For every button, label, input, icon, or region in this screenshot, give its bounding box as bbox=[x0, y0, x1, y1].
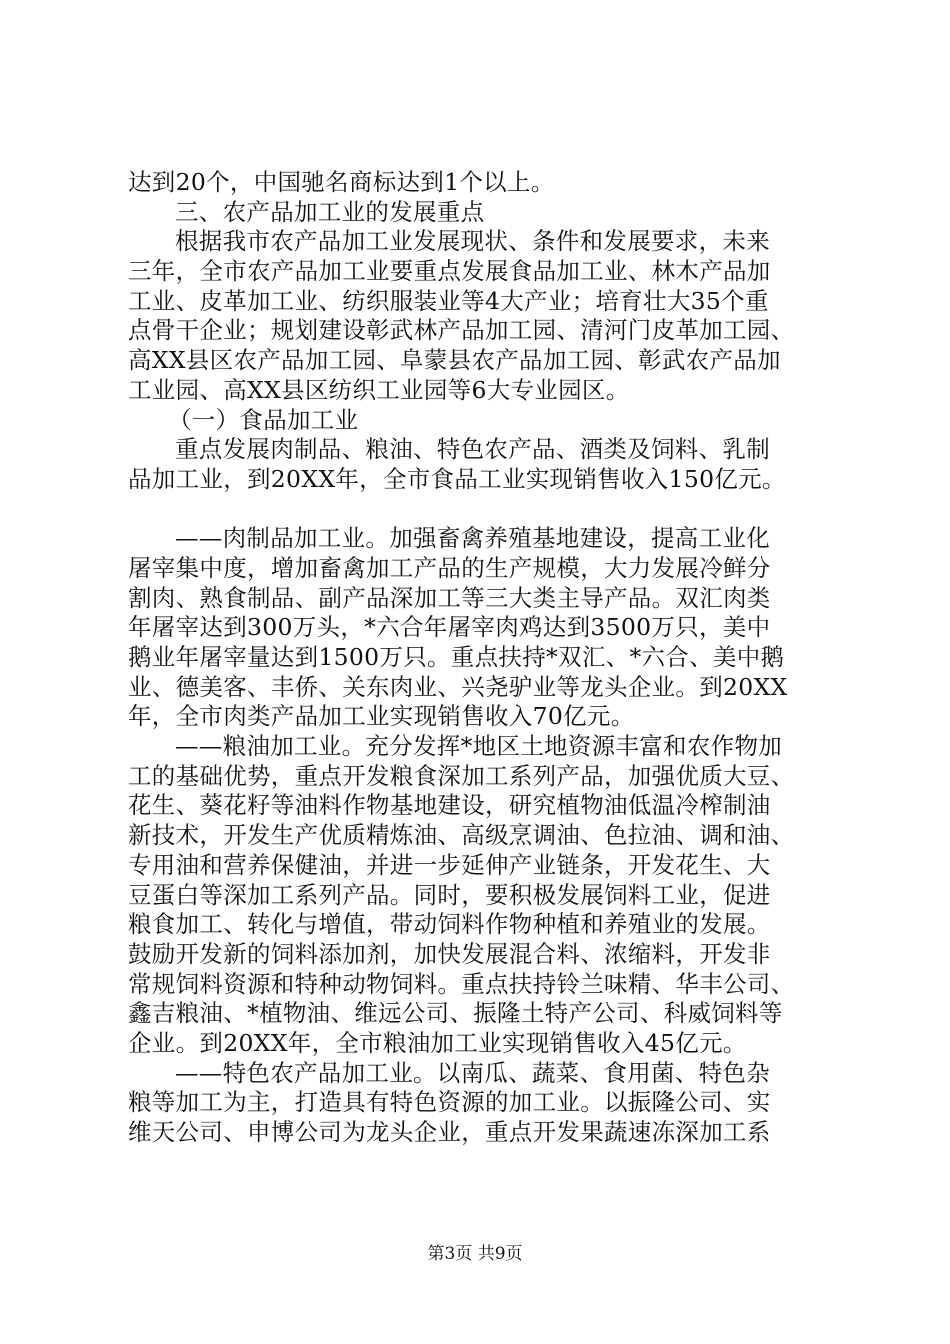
paragraph-line: 高XX县区农产品加工园、阜蒙县农产品加工园、彰武农产品加 bbox=[128, 346, 781, 375]
paragraph-line: 花生、葵花籽等油料作物基地建设，研究植物油低温冷榨制油 bbox=[128, 791, 771, 820]
paragraph-line: 工业园、高XX县区纺织工业园等6大专业园区。 bbox=[128, 375, 630, 404]
paragraph-line: 工的基础优势，重点开发粮食深加工系列产品，加强优质大豆、 bbox=[128, 761, 795, 790]
paragraph-line: 鑫吉粮油、*植物油、维远公司、振隆土特产公司、科威饲料等 bbox=[128, 999, 783, 1028]
paragraph-line: 粮食加工、转化与增值，带动饲料作物种植和养殖业的发展。 bbox=[128, 910, 771, 939]
paragraph-line: 工业、皮革加工业、纺织服装业等4大产业；培育壮大35个重 bbox=[128, 286, 769, 315]
paragraph-line: ——特色农产品加工业。以南瓜、蔬菜、食用菌、特色杂 bbox=[175, 1058, 770, 1087]
paragraph-line: 年，全市肉类产品加工业实现销售收入70亿元。 bbox=[128, 702, 635, 731]
paragraph-line: 年屠宰达到300万头，*六合年屠宰肉鸡达到3500万只，美中 bbox=[128, 613, 771, 642]
paragraph-line: 三年，全市农产品加工业要重点发展食品加工业、林木产品加 bbox=[128, 257, 771, 286]
paragraph-line: 豆蛋白等深加工系列产品。同时，要积极发展饲料工业，促进 bbox=[128, 880, 771, 909]
section-heading: 三、农产品加工业的发展重点 bbox=[175, 197, 485, 226]
paragraph-line: 维天公司、申博公司为龙头企业，重点开发果蔬速冻深加工系 bbox=[128, 1118, 771, 1146]
paragraph-line: 常规饲料资源和特种动物饲料。重点扶持铃兰味精、华丰公司、 bbox=[128, 969, 795, 998]
paragraph-line: 点骨干企业；规划建设彰武林产品加工园、清河门皮革加工园、 bbox=[128, 316, 795, 345]
paragraph-line: ——粮油加工业。充分发挥*地区土地资源丰富和农作物加 bbox=[175, 732, 783, 761]
paragraph-line: 品加工业，到20XX年，全市食品工业实现销售收入150亿元。 bbox=[128, 464, 786, 493]
paragraph-line: 鹅业年屠宰量达到1500万只。重点扶持*双汇、*六合、美中鹅 bbox=[128, 643, 785, 671]
paragraph-line: 企业。到20XX年，全市粮油加工业实现销售收入45亿元。 bbox=[128, 1028, 747, 1057]
paragraph-line: 割肉、熟食制品、副产品深加工等三大类主导产品。双汇肉类 bbox=[128, 583, 771, 612]
paragraph-line: 重点发展肉制品、粮油、特色农产品、酒类及饲料、乳制 bbox=[175, 435, 770, 464]
page-number: 第3页 共9页 bbox=[427, 1244, 523, 1264]
paragraph-line: 新技术，开发生产优质精炼油、高级烹调油、色拉油、调和油、 bbox=[128, 821, 795, 850]
document-body bbox=[128, 168, 834, 1148]
paragraph-line: 达到20个，中国驰名商标达到1个以上。 bbox=[128, 168, 555, 196]
paragraph-line: 专用油和营养保健油，并进一步延伸产业链条，开发花生、大 bbox=[128, 850, 771, 879]
page-footer bbox=[0, 1243, 950, 1265]
paragraph-line: 粮等加工为主，打造具有特色资源的加工业。以振隆公司、实 bbox=[128, 1088, 771, 1117]
subsection-heading: （一）食品加工业 bbox=[168, 405, 359, 434]
paragraph-line: 业、德美客、丰侨、关东肉业、兴尧驴业等龙头企业。到20XX bbox=[128, 672, 788, 701]
paragraph-line: 鼓励开发新的饲料添加剂，加快发展混合料、浓缩料，开发非 bbox=[128, 939, 771, 968]
paragraph-gap bbox=[128, 495, 834, 525]
paragraph-line: 屠宰集中度，增加畜禽加工产品的生产规模，大力发展冷鲜分 bbox=[128, 553, 771, 582]
paragraph-line: 根据我市农产品加工业发展现状、条件和发展要求，未来 bbox=[175, 227, 770, 256]
paragraph-line: ——肉制品加工业。加强畜禽养殖基地建设，提高工业化 bbox=[175, 524, 770, 553]
